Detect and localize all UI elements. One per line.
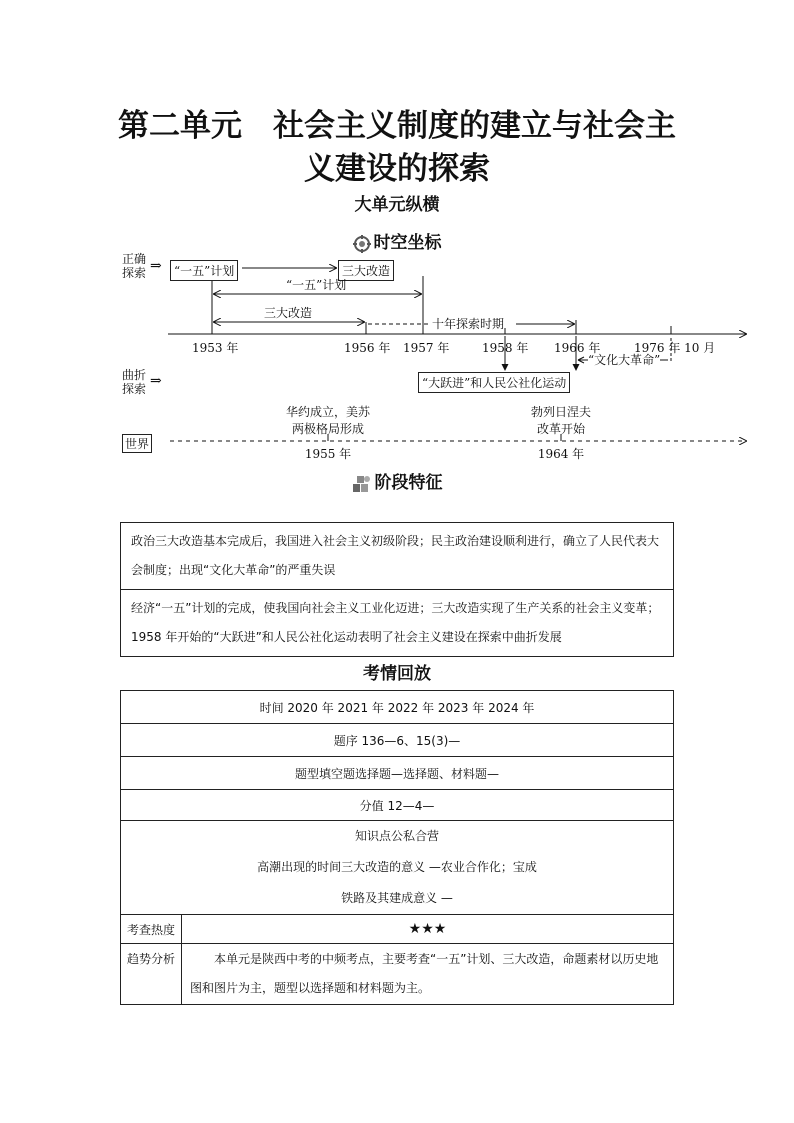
world-event-text: 华约成立，美苏 两极格局形成	[285, 405, 370, 436]
box-great-leap: “大跃进”和人民公社化运动	[418, 372, 570, 393]
span-label-five-year-plan: “一五”计划	[286, 278, 347, 292]
exam-row-type: 题型填空题选择题—选择题、材料题—	[121, 757, 674, 790]
section-heading-timeline-label: 时空坐标	[373, 233, 442, 253]
features-table	[120, 522, 674, 657]
timeline-lines	[0, 0, 794, 480]
world-event-year: 1964 年	[537, 447, 585, 461]
knowledge-line: 铁路及其建成意义 —	[341, 891, 453, 905]
feature-economy: 经济“一五”计划的完成，使我国向社会主义工业化迈进；三大改造实现了生产关系的社会主义变革；1958 年开始的“大跃进”和人民公社化运动表明了社会主义建设在探索中曲折发展	[121, 590, 674, 657]
label-world: 世界	[122, 434, 152, 453]
box-three-reforms: 三大改造	[338, 260, 394, 281]
stage-blocks-icon	[352, 475, 372, 493]
exam-trend-value: 本单元是陕西中考的中频考点，主要考查“一五”计划、三大改造，命题素材以历史地图和图片为主，题型以选择题和材料题为主。	[182, 944, 674, 1005]
section-heading-features	[0, 468, 794, 493]
label-tortuous-exploration: 曲折 探索	[122, 368, 147, 396]
exam-row-number: 题序 136—6、15(3)—	[121, 724, 674, 757]
exam-heat-label: 考查热度	[121, 915, 182, 944]
year-label: 1956 年	[344, 341, 391, 355]
arrow-correct-icon: ⇒	[150, 258, 162, 274]
box-five-year-plan: “一五”计划	[170, 260, 238, 281]
exam-row-time: 时间 2020 年 2021 年 2022 年 2023 年 2024 年	[121, 691, 674, 724]
world-event-text: 勃列日涅夫 改革开始	[530, 405, 591, 436]
year-label: 1957 年	[403, 341, 450, 355]
exam-row-score: 分值 12—4—	[121, 790, 674, 821]
exam-heat-value: ★★★	[182, 915, 674, 944]
span-label-ten-years: 十年探索时期	[432, 317, 505, 331]
year-label: 1976 年 10 月	[634, 341, 716, 355]
page-title-line-2: 义建设的探索	[304, 151, 490, 187]
section-heading-exam: 考情回放	[363, 664, 431, 684]
exam-row-knowledge	[121, 821, 674, 915]
year-label: 1958 年	[482, 341, 529, 355]
span-label-three-reforms: 三大改造	[264, 306, 313, 320]
label-correct-exploration: 正确 探索	[122, 252, 147, 280]
timeline-diagram	[0, 0, 794, 480]
page-title-line-1: 第二单元 社会主义制度的建立与社会主	[118, 108, 676, 144]
world-event-year: 1955 年	[304, 447, 352, 461]
knowledge-line: 高潮出现的时间三大改造的意义 —农业合作化；宝成	[257, 860, 537, 874]
arrow-tortuous-icon: ⇒	[150, 373, 162, 389]
span-label-cultural-revolution: “文化大革命”	[588, 353, 661, 367]
feature-politics: 政治三大改造基本完成后，我国进入社会主义初级阶段；民主政治建设顺利进行，确立了人民代表大会制度；出现“文化大革命”的严重失误	[121, 523, 674, 590]
year-label: 1966 年	[554, 341, 601, 355]
section-heading-features-label: 阶段特征	[374, 473, 443, 493]
section-heading-unit: 大单元纵横	[354, 195, 440, 215]
exam-trend-label: 趋势分析	[121, 944, 182, 1005]
year-label: 1953 年	[192, 341, 239, 355]
exam-table	[120, 690, 674, 1005]
knowledge-line: 知识点公私合营	[354, 829, 439, 843]
